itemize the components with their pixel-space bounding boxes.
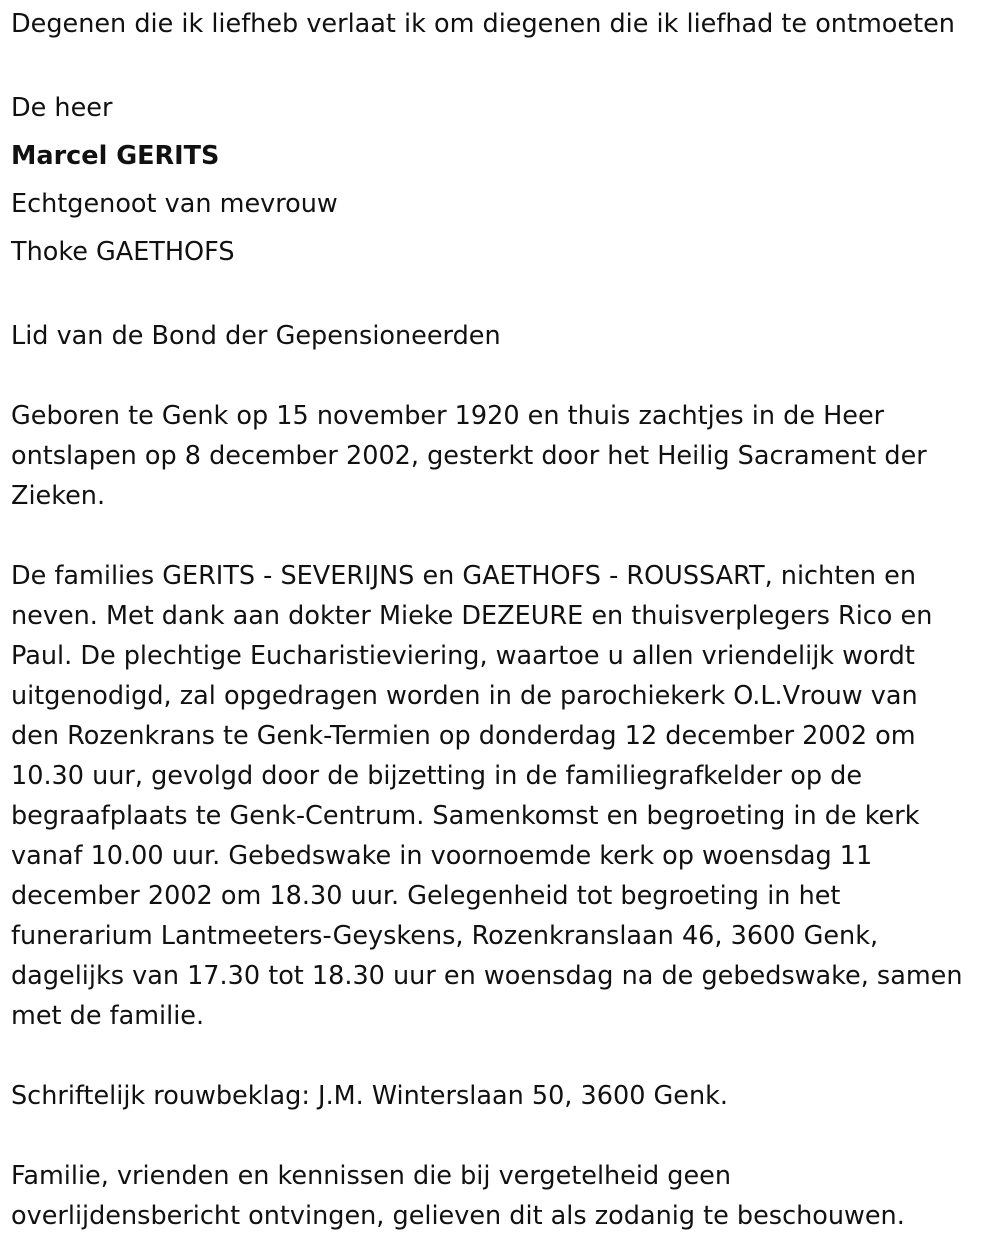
spacer (11, 356, 989, 396)
paragraph-line: uitgenodigd, zal opgedragen worden in de parochiekerk O.L.Vrouw van (11, 681, 918, 711)
spouse-prefix: Echtgenoot van mevrouw (11, 189, 338, 219)
spacer (11, 516, 989, 556)
condolence-address: Schriftelijk rouwbeklag: J.M. Winterslaan 50, 3600 Genk. (11, 1081, 729, 1111)
paragraph-line: den Rozenkrans te Genk-Termien op donderdag 12 december 2002 om (11, 721, 916, 751)
family-paragraph (11, 556, 989, 1036)
paragraph-line: funerarium Lantmeeters-Geyskens, Rozenkranslaan 46, 3600 Genk, (11, 921, 879, 951)
paragraph-line: 10.30 uur, gevolgd door de bijzetting in de familiegrafkelder op de (11, 761, 863, 791)
spouse-name: Thoke GAETHOFS (11, 237, 235, 267)
paragraph-line: begraafplaats te Genk-Centrum. Samenkomst en begroeting in de kerk (11, 801, 920, 831)
paragraph-line: ontslapen op 8 december 2002, gesterkt door het Heilig Sacrament der (11, 441, 927, 471)
paragraph-line: De families GERITS - SEVERIJNS en GAETHOFS - ROUSSART, nichten en (11, 561, 917, 591)
paragraph-line: vanaf 10.00 uur. Gebedswake in voornoemde kerk op woensdag 11 (11, 841, 873, 871)
paragraph-line: neven. Met dank aan dokter Mieke DEZEURE en thuisverplegers Rico en (11, 601, 933, 631)
paragraph-line: dagelijks van 17.30 tot 18.30 uur en woensdag na de gebedswake, samen (11, 961, 963, 991)
spacer (11, 1116, 989, 1156)
paragraph-line: december 2002 om 18.30 uur. Gelegenheid tot begroeting in het (11, 881, 841, 911)
birth-death-paragraph (11, 396, 989, 516)
membership: Lid van de Bond der Gepensioneerden (11, 321, 501, 351)
paragraph-line: met de familie. (11, 1001, 205, 1031)
spacer (11, 276, 989, 316)
closing-paragraph (11, 1156, 989, 1236)
paragraph-line: Geboren te Genk op 15 november 1920 en thuis zachtjes in de Heer (11, 401, 885, 431)
paragraph-line: overlijdensbericht ontvingen, gelieven dit als zodanig te beschouwen. (11, 1201, 905, 1231)
header-block (11, 84, 989, 276)
spacer (11, 1036, 989, 1076)
spacer (11, 44, 989, 84)
motto: Degenen die ik liefheb verlaat ik om diegenen die ik liefhad te ontmoeten (11, 9, 955, 39)
salutation: De heer (11, 93, 113, 123)
deceased-name: Marcel GERITS (11, 141, 220, 171)
paragraph-line: Paul. De plechtige Eucharistieviering, waartoe u allen vriendelijk wordt (11, 641, 915, 671)
paragraph-line: Familie, vrienden en kennissen die bij vergetelheid geen (11, 1161, 731, 1191)
paragraph-line: Zieken. (11, 481, 106, 511)
